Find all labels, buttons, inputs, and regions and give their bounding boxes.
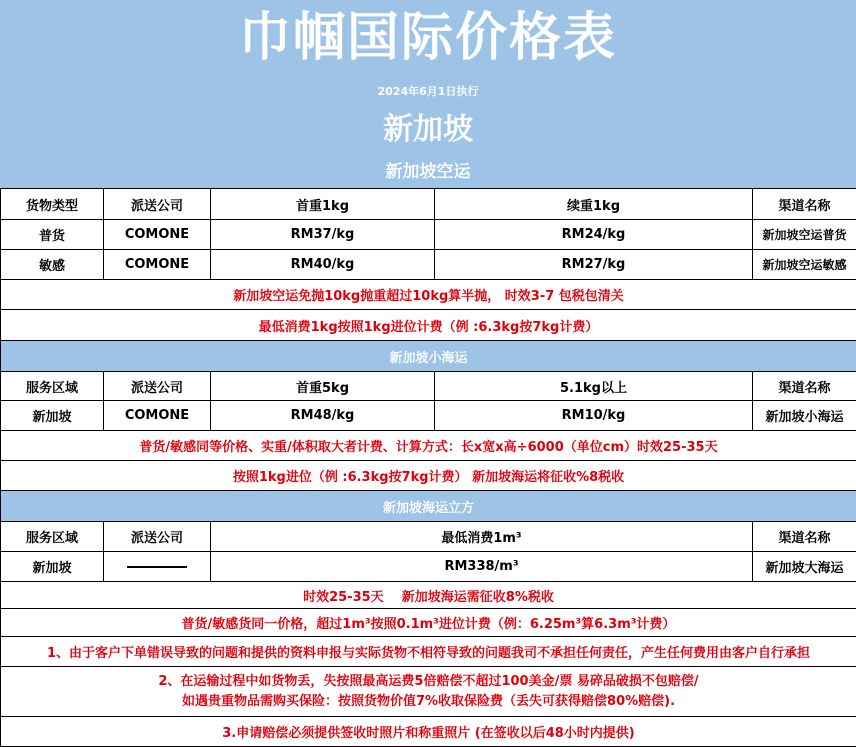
table-row	[1, 250, 856, 280]
column-header: 派送公司	[104, 372, 211, 401]
header-banner	[0, 0, 856, 188]
cubic-sea-note: 普货/敏感货同一价格，超过1m³按照0.1m³进位计费（例：6.25m³算6.3m³计费）	[1, 609, 856, 637]
table-row	[1, 552, 856, 582]
column-header: 派送公司	[104, 522, 211, 552]
note-row	[1, 310, 856, 341]
column-header: 5.1kg以上	[435, 372, 753, 401]
table-cell: RM338/m³	[211, 552, 753, 582]
effective-date: 2024年6月1日执行	[0, 84, 856, 100]
cubic-sea-note: 时效25-35天 新加坡海运需征收8%税收	[1, 582, 856, 609]
table-cell: 新加坡	[1, 401, 104, 431]
small-sea-note: 按照1kg进位（例 :6.3kg按7kg计费） 新加坡海运将征收%8税收	[1, 461, 856, 491]
term-2	[1, 667, 856, 717]
table-cell: 新加坡空运敏感	[753, 250, 856, 280]
table-cell: 新加坡大海运	[753, 552, 856, 582]
column-header: 渠道名称	[753, 372, 856, 401]
terms-row	[1, 667, 856, 717]
term-2-line-2: 如遇贵重物品需购买保险：按照货物价值7%收取保险费（丢失可获得赔偿80%赔偿).	[1, 692, 856, 712]
table-cell: 新加坡小海运	[753, 401, 856, 431]
column-header: 服务区域	[1, 372, 104, 401]
country-title: 新加坡	[0, 108, 856, 152]
section-title-small-sea: 新加坡小海运	[1, 341, 856, 372]
terms-row	[1, 637, 856, 667]
column-header: 最低消费1m³	[211, 522, 753, 552]
table-cell: 普货	[1, 220, 104, 250]
terms-row	[1, 717, 856, 747]
table-cell: COMONE	[104, 220, 211, 250]
term-1: 1、由于客户下单错误导致的问题和提供的资料申报与实际货物不相符导致的问题我司不承担任何责任，产生任何费用由客户自行承担	[1, 637, 856, 667]
table-row	[1, 401, 856, 431]
column-header: 首重1kg	[211, 189, 435, 220]
price-table	[0, 188, 856, 747]
table-cell: RM37/kg	[211, 220, 435, 250]
air-note: 最低消费1kg按照1kg进位计费（例 :6.3kg按7kg计费）	[1, 310, 856, 341]
page-title: 巾帼国际价格表	[0, 6, 856, 70]
table-cell: RM40/kg	[211, 250, 435, 280]
column-header: 货物类型	[1, 189, 104, 220]
small-sea-header-row	[1, 372, 856, 401]
term-2-line-1: 2、在运输过程中如货物丢，失按照最高运费5倍赔偿不超过100美金/票 易碎品破损不包赔偿/	[1, 672, 856, 692]
dash-line	[127, 566, 187, 568]
column-header: 首重5kg	[211, 372, 435, 401]
table-cell: COMONE	[104, 401, 211, 431]
table-cell: 敏感	[1, 250, 104, 280]
cubic-sea-header-row	[1, 522, 856, 552]
small-sea-note: 普货/敏感同等价格、实重/体积取大者计费、计算方式：长x宽x高÷6000（单位cm）时效25-35天	[1, 431, 856, 461]
note-row	[1, 582, 856, 609]
air-note: 新加坡空运免抛10kg抛重超过10kg算半抛， 时效3-7 包税包清关	[1, 280, 856, 310]
term-3: 3.申请赔偿必须提供签收时照片和称重照片 (在签收以后48小时内提供)	[1, 717, 856, 747]
note-row	[1, 609, 856, 637]
table-row	[1, 220, 856, 250]
section-title-air: 新加坡空运	[0, 158, 856, 186]
table-cell: RM24/kg	[435, 220, 753, 250]
section-title-cubic-sea: 新加坡海运立方	[1, 491, 856, 522]
note-row	[1, 461, 856, 491]
table-cell: RM10/kg	[435, 401, 753, 431]
column-header: 派送公司	[104, 189, 211, 220]
column-header: 渠道名称	[753, 189, 856, 220]
section-band-row	[1, 341, 856, 372]
table-cell: COMONE	[104, 250, 211, 280]
table-cell: 新加坡空运普货	[753, 220, 856, 250]
note-row	[1, 431, 856, 461]
column-header: 服务区域	[1, 522, 104, 552]
column-header: 渠道名称	[753, 522, 856, 552]
column-header: 续重1kg	[435, 189, 753, 220]
air-header-row	[1, 189, 856, 220]
section-band-row	[1, 491, 856, 522]
table-cell: 新加坡	[1, 552, 104, 582]
table-cell: RM27/kg	[435, 250, 753, 280]
note-row	[1, 280, 856, 310]
courier-cell-empty	[104, 552, 211, 582]
table-cell: RM48/kg	[211, 401, 435, 431]
